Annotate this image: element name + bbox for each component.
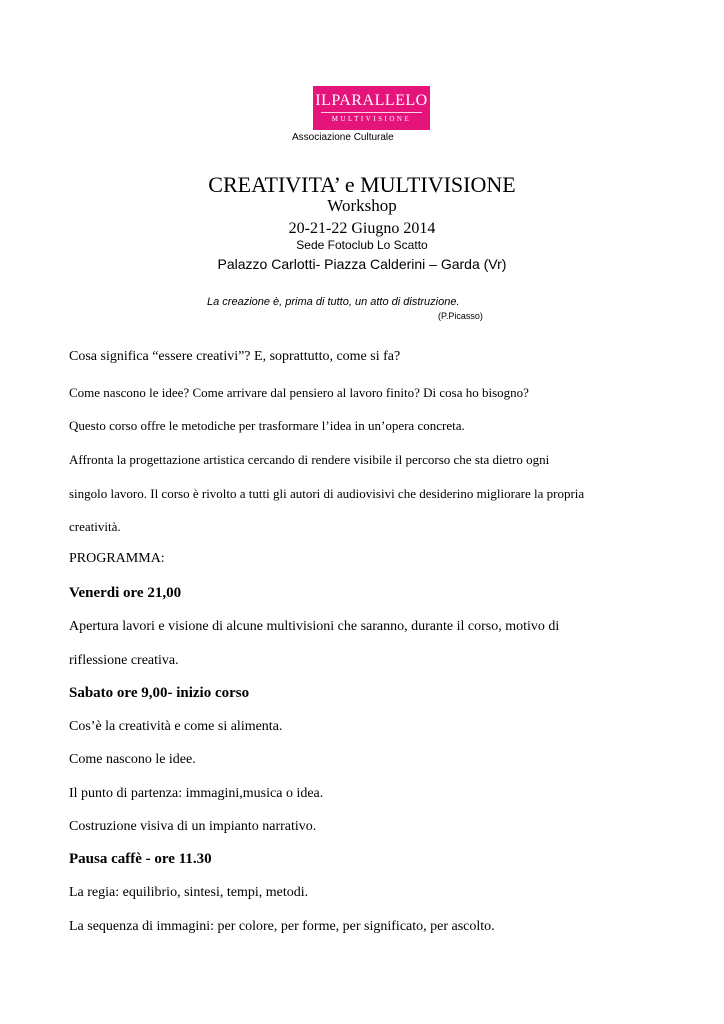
document-title: CREATIVITA’ e MULTIVISIONE	[208, 172, 516, 197]
document-subtitle: Workshop	[327, 196, 397, 215]
body-line: creatività.	[69, 519, 121, 534]
intro-question: Cosa significa “essere creativi”? E, soprattutto, come si fa?	[69, 349, 401, 364]
event-dates: 20-21-22 Giugno 2014	[288, 220, 436, 237]
program-heading: PROGRAMMA:	[69, 551, 165, 566]
event-place: Palazzo Carlotti- Piazza Calderini – Garda (Vr)	[217, 256, 507, 272]
body-line: Questo corso offre le metodiche per trasformare l’idea in un’opera concreta.	[69, 418, 465, 433]
break-heading: Pausa caffè - ore 11.30	[69, 851, 212, 867]
event-venue: Sede Fotoclub Lo Scatto	[296, 238, 428, 252]
association-label: Associazione Culturale	[292, 132, 394, 143]
program-line: riflessione creativa.	[69, 653, 179, 668]
program-item: Il punto di partenza: immagini,musica o idea.	[69, 786, 324, 801]
logo-subtitle: MULTIVISIONE	[331, 115, 412, 123]
saturday-heading: Sabato ore 9,00- inizio corso	[69, 685, 250, 701]
program-item: Costruzione visiva di un impianto narrativo.	[69, 819, 317, 834]
quote-author: (P.Picasso)	[438, 311, 483, 321]
program-item: Cos’è la creatività e come si alimenta.	[69, 719, 283, 734]
logo-name: ILPARALLELO	[315, 92, 428, 109]
program-item: La regia: equilibrio, sintesi, tempi, metodi.	[69, 885, 309, 900]
logo	[313, 86, 430, 130]
program-line: Apertura lavori e visione di alcune multivisioni che saranno, durante il corso, motivo di	[69, 619, 560, 634]
body-line: singolo lavoro. Il corso è rivolto a tutti gli autori di audiovisivi che desiderino migliorare la propria	[69, 486, 585, 501]
quote-text: La creazione è, prima di tutto, un atto di distruzione.	[207, 296, 460, 308]
logo-divider	[321, 112, 422, 113]
program-item: La sequenza di immagini: per colore, per forme, per significato, per ascolto.	[69, 919, 495, 934]
program-item: Come nascono le idee.	[69, 752, 196, 767]
body-line: Come nascono le idee? Come arrivare dal pensiero al lavoro finito? Di cosa ho bisogno?	[69, 385, 529, 400]
body-line: Affronta la progettazione artistica cercando di rendere visibile il percorso che sta dietro ogni	[69, 452, 550, 467]
friday-heading: Venerdi ore 21,00	[69, 585, 182, 601]
